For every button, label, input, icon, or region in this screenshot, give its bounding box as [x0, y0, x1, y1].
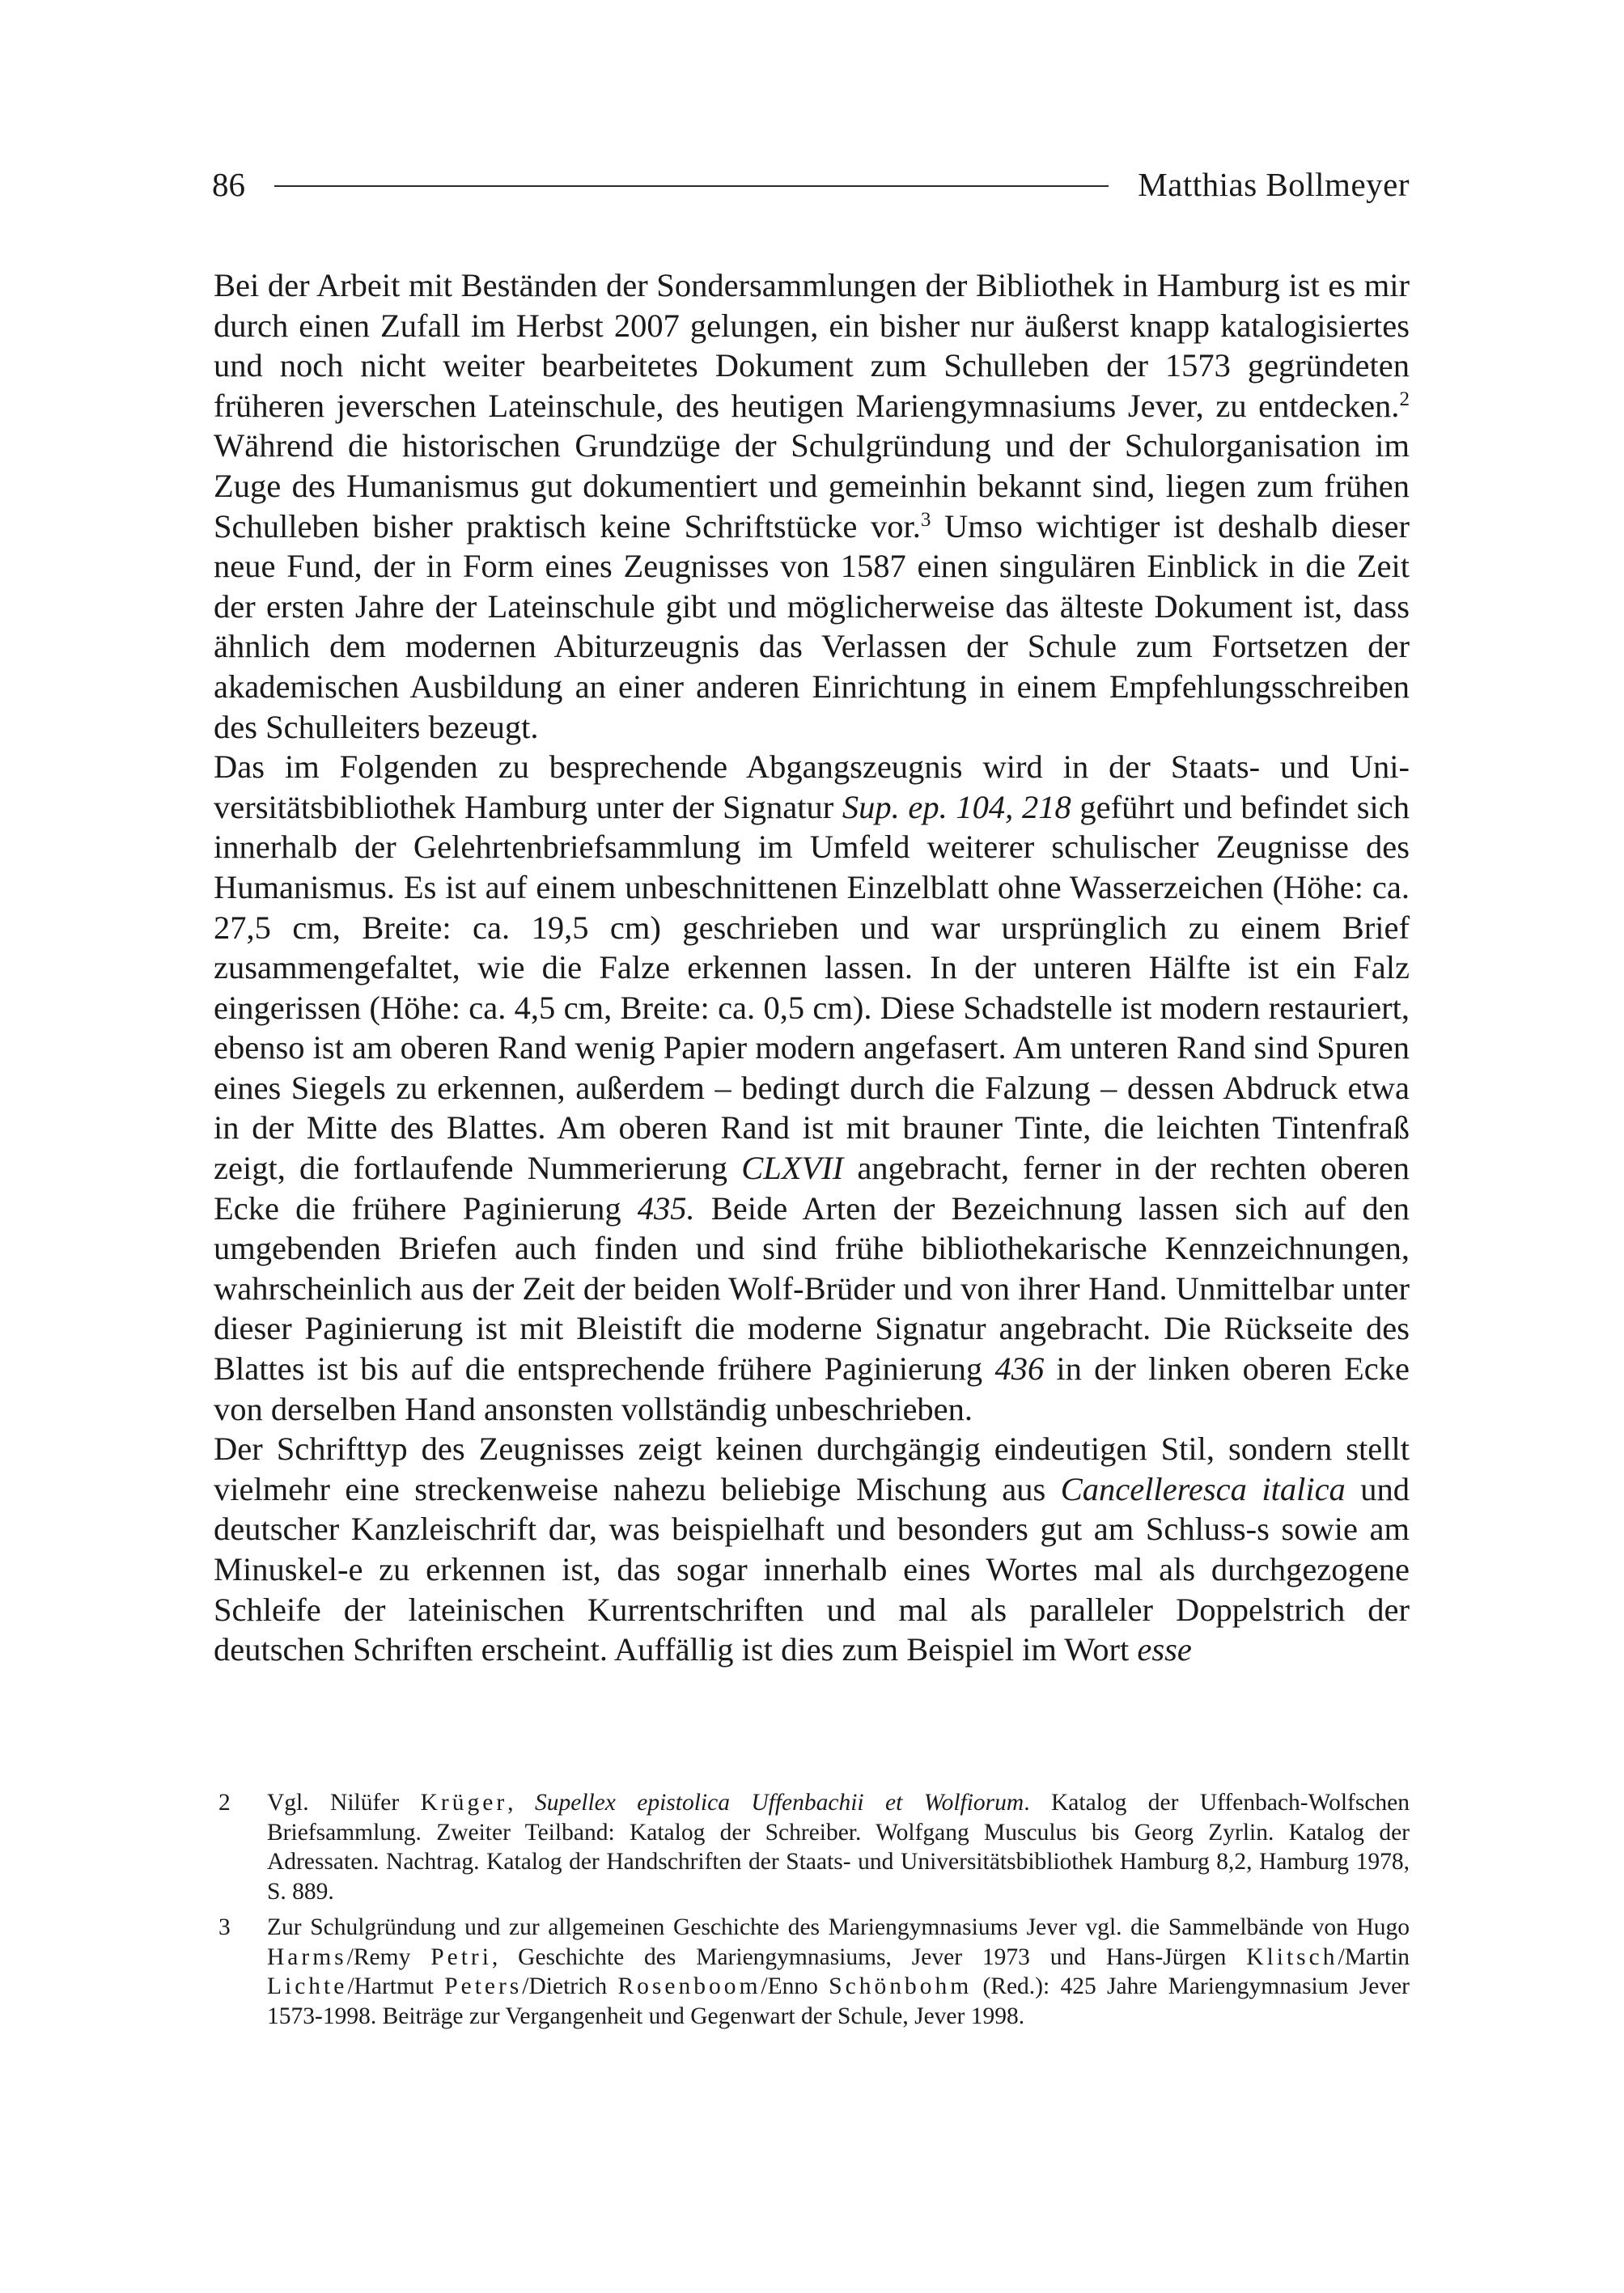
footnote-ref-3: 3 [920, 508, 931, 531]
main-text [214, 265, 1410, 1670]
footnote-3-text-h: (Red.): 425 Jahre Mariengymnasium Jever 1573-1998. Beiträge zur Vergangenheit und Gegenwart der Schule, Jever 1998. [267, 1973, 1410, 2029]
back-pagination-italic: 436 [994, 1350, 1045, 1388]
paragraph-2 [214, 747, 1410, 1429]
paragraph-3-text-a: Der Schrifttyp des Zeugnisses zeigt keinen durchgängig eindeutigen Stil, sondern stellt vielmehr eine streckenweise nahezu beliebige Mischung aus [214, 1430, 1410, 1507]
footnote-3-text-b: /Remy [346, 1943, 431, 1970]
paragraph-1-text-c: Umso wichtiger ist deshalb dieser neue Fund, der in Form eines Zeugnisses von 1587 einen singulären Einblick in die Zeit der ersten Jahre der Lateinschule gibt und möglicherweise das älteste Dokument ist, dass ähnlich dem modernen Abiturzeugnis das Verlassen der Schule zum Fortsetzen der akademischen Ausbildung an einer anderen Einrichtung in einem Empfehlungsschreiben des Schulleiters bezeugt. [214, 507, 1410, 745]
footnote-3-name-schoenbohm: Schönbohm [829, 1973, 973, 1999]
paragraph-2-text-e: in der linken oberen Ecke von derselben Hand ansonsten vollständig unbeschrieben. [214, 1350, 1410, 1427]
footnote-text [267, 1788, 1410, 1906]
paragraph-1 [214, 265, 1410, 747]
paragraph-3 [214, 1429, 1410, 1670]
signature-italic: Sup. ep. 104, 218 [842, 788, 1071, 825]
footnote-ref-2: 2 [1399, 388, 1410, 410]
footnote-3-name-petri: Petri [430, 1943, 492, 1970]
footnote-3 [214, 1913, 1410, 2031]
footnote-2-title: Supellex epistolica Uffenbachii et Wolfiorum [534, 1790, 1024, 1816]
footnote-3-name-peters: Peters [444, 1973, 523, 1999]
old-pagination-italic: 435. [637, 1189, 695, 1227]
footnote-3-name-klitsch: Klitsch [1246, 1943, 1338, 1970]
footnote-3-name-lichte: Lichte [267, 1973, 348, 1999]
paragraph-2-text-d: Beide Arten der Bezeichnung lassen sich auf den umgebenden Briefen auch finden und sind frühe bibliothekarische Kennzeichnungen, wahrscheinlich aus der Zeit der beiden Wolf-Brüder und von ihrer Hand. Unmittelbar unter dieser Paginierung ist mit Bleistift die moderne Signatur angebracht. Die Rückseite des Blattes ist bis auf die entsprechende frühere Paginierung [214, 1189, 1410, 1388]
paragraph-1-text-a: Bei der Arbeit mit Beständen der Sondersammlungen der Bibliothek in Hamburg ist es mir durch einen Zufall im Herbst 2007 gelungen, ein bisher nur äußerst knapp katalogisiertes und noch nicht weiter bearbeitetes Dokument zum Schulleben der 1573 gegründeten früheren jeverschen Lateinschule, des heutigen Mariengymnasiums Jever, zu entdecken. [214, 267, 1410, 424]
word-example-italic: esse [1137, 1631, 1192, 1668]
footnote-2-text-b: , [507, 1790, 535, 1816]
footnote-2-text-a: Vgl. Nilüfer [267, 1790, 421, 1816]
header-rule [274, 185, 1109, 187]
footnote-3-text-d: /Martin [1338, 1943, 1410, 1970]
numbering-italic: CLXVII [741, 1150, 844, 1187]
script-name-italic: Cancelleresca italica [1060, 1470, 1346, 1507]
footnote-3-text-c: , Geschichte des Mariengymnasiums, Jever 1973 und Hans-Jürgen [491, 1943, 1247, 1970]
paragraph-1-text-b: Während die historischen Grundzüge der Schulgründung und der Schulorganisation im Zuge des Humanismus gut dokumentiert und gemeinhin bekannt sind, liegen zum frühen Schulleben bisher praktisch keine Schriftstücke vor. [214, 427, 1410, 545]
running-head-author: Matthias Bollmeyer [1138, 166, 1410, 203]
footnote-3-name-harms: Harms [267, 1943, 347, 1970]
paragraph-2-text-b: geführt und befindet sich innerhalb der Gelehrtenbriefsammlung im Umfeld weiterer schulischer Zeugnisse des Humanismus. Es ist auf einem unbeschnittenen Einzelblatt ohne Wasserzeichen (Höhe: ca. 27,5 cm, Breite: ca. 19,5 cm) geschrieben und war ursprünglich zu einem Brief zusammengefaltet, wie die Falze erkennen lassen. In der unteren Hälfte ist ein Falz eingerissen (Höhe: ca. 4,5 cm, Breite: ca. 0,5 cm). Diese Schadstelle ist modern restauriert, ebenso ist am oberen Rand wenig Papier modern angefasert. Am unteren Rand sind Spuren eines Siegels zu erkennen, außerdem – bedingt durch die Falzung – dessen Abdruck etwa in der Mitte des Blattes. Am oberen Rand ist mit brauner Tinte, die leichten Tintenfraß zeigt, die fortlaufende Nummerierung [214, 788, 1410, 1187]
footnote-number: 3 [218, 1914, 231, 1940]
paragraph-2-text-a: Das im Folgenden zu besprechende Abgangszeugnis wird in der Staats- und Universitätsbibliothek Hamburg unter der Signatur [214, 748, 1410, 825]
footnote-2-author: Krüger [420, 1790, 508, 1816]
footnote-number: 2 [218, 1790, 231, 1816]
footnote-3-name-rosenboom: Rosenboom [617, 1973, 761, 1999]
footnote-2 [214, 1788, 1410, 1906]
footnote-2-text-c: . Katalog der Uffenbach-Wolfschen Briefsammlung. Zweiter Teilband: Katalog der Schreiber. Wolfgang Musculus bis Georg Zyrlin. Katalog der Adressaten. Nachtrag. Katalog der Handschriften der Staats- und Universitätsbibliothek Hamburg 8,2, Hamburg 1978, S. 889. [267, 1790, 1410, 1905]
footnote-3-text-g: /Enno [761, 1973, 829, 1999]
running-head [212, 160, 1410, 209]
footnote-3-text-a: Zur Schulgründung und zur allgemeinen Geschichte des Mariengymnasiums Jever vgl. die Sammelbände von Hugo [267, 1914, 1410, 1940]
footnote-text [267, 1913, 1410, 2031]
footnotes [214, 1788, 1410, 2037]
page-number: 86 [212, 166, 245, 203]
paragraph-2-text-c: angebracht, ferner in der rechten oberen Ecke die frühere Paginierung [214, 1150, 1410, 1227]
footnote-3-text-f: /Dietrich [522, 1973, 618, 1999]
paragraph-3-text-b: und deutscher Kanzleischrift dar, was beispielhaft und besonders gut am Schluss-s sowie am Minuskel-e zu erkennen ist, das sogar innerhalb eines Wortes mal als durchgezogene Schleife der lateinischen Kurrentschriften und mal als paralleler Doppelstrich der deutschen Schriften erscheint. Auffällig ist dies zum Beispiel im Wort [214, 1470, 1410, 1668]
footnote-3-text-e: /Hartmut [347, 1973, 445, 1999]
